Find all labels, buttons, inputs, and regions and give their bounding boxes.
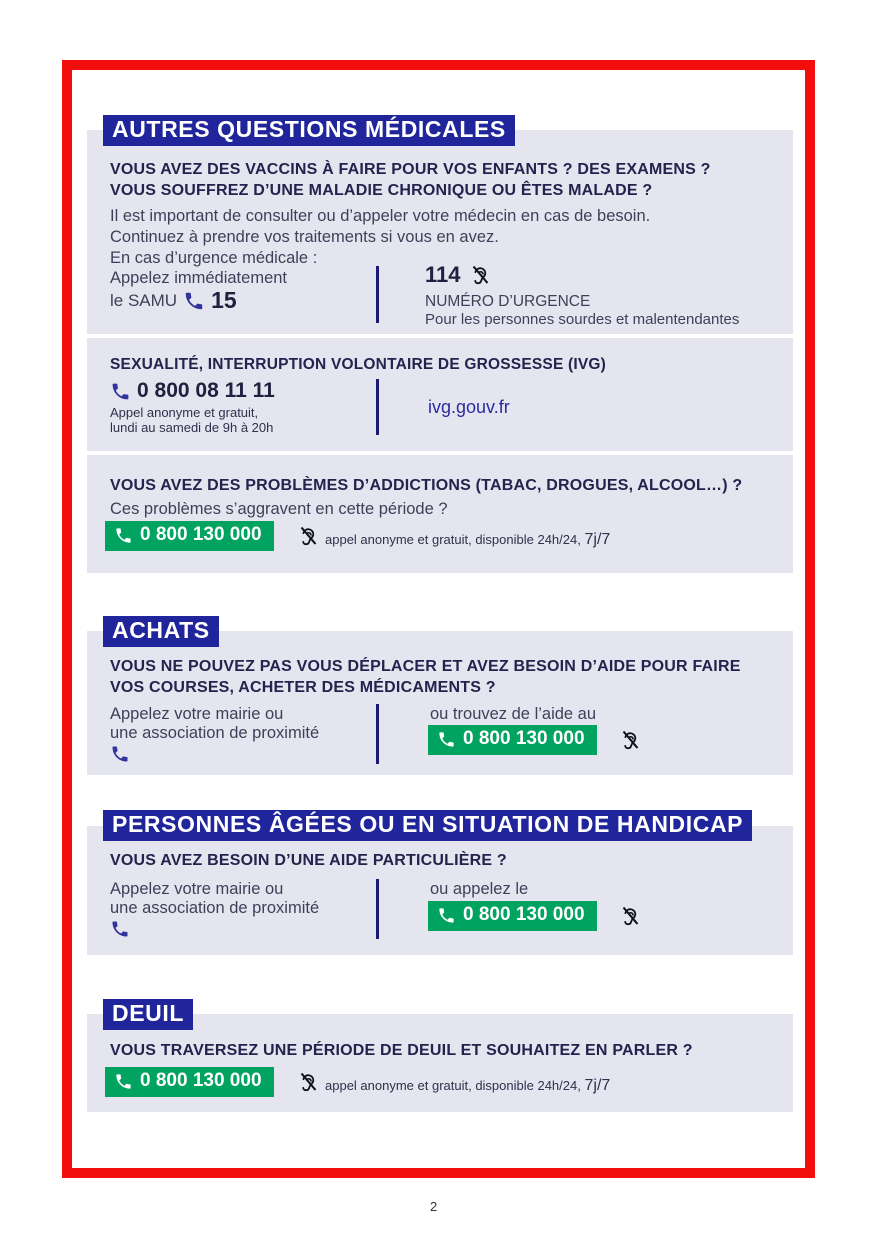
- deaf-label: NUMÉRO D’URGENCE: [425, 293, 591, 310]
- ivg-phone-row[interactable]: [110, 379, 275, 403]
- section-title-handicap: PERSONNES ÂGÉES OU EN SITUATION DE HANDICAP: [103, 810, 752, 841]
- ivg-link[interactable]: ivg.gouv.fr: [428, 397, 510, 417]
- deaf-icon: [296, 1070, 320, 1094]
- deaf-icon: [618, 904, 642, 928]
- deaf-icon: [296, 524, 320, 548]
- phone-icon: [110, 381, 131, 402]
- deaf-number: 114: [425, 262, 461, 287]
- section-title-medical: AUTRES QUESTIONS MÉDICALES: [103, 115, 515, 146]
- phone-icon: [114, 526, 133, 545]
- phone-number: 0 800 130 000: [463, 728, 585, 749]
- addictions-subquestion: Ces problèmes s’aggravent en cette période ?: [110, 500, 448, 518]
- advice-text: Il est important de consulter ou d’appeler votre médecin en cas de besoin.: [110, 207, 651, 225]
- achats-left-text: Appelez votre mairie ou: [110, 705, 284, 723]
- achats-right-intro: ou trouvez de l’aide au: [430, 705, 597, 723]
- phone-number: 0 800 130 000: [140, 1070, 262, 1091]
- separator-line: [87, 451, 793, 455]
- phone-icon: [437, 906, 456, 925]
- phone-number: 0 800 130 000: [463, 904, 585, 925]
- samu-prefix: le SAMU: [110, 290, 178, 310]
- handicap-left-text: une association de proximité: [110, 899, 320, 917]
- phone-icon: [110, 744, 130, 764]
- samu-number-row[interactable]: [110, 287, 237, 314]
- advice-text: Continuez à prendre vos traitements si vous en avez.: [110, 228, 499, 246]
- ivg-note: lundi au samedi de 9h à 20h: [110, 420, 274, 435]
- phone-button-deuil[interactable]: [105, 1067, 274, 1097]
- column-divider: [376, 879, 379, 939]
- column-divider: [376, 266, 379, 323]
- phone-icon: [183, 290, 205, 312]
- phone-icon: [114, 1072, 133, 1091]
- samu-number: 15: [211, 287, 237, 313]
- deaf-sub-label: Pour les personnes sourdes et malentendantes: [425, 311, 740, 328]
- deaf-icon: [618, 728, 642, 752]
- ivg-title: SEXUALITÉ, INTERRUPTION VOLONTAIRE DE GROSSESSE (IVG): [110, 356, 607, 373]
- handicap-left-text: Appelez votre mairie ou: [110, 880, 284, 898]
- column-divider: [376, 704, 379, 764]
- achats-left-text: une association de proximité: [110, 724, 320, 742]
- handicap-question: VOUS AVEZ BESOIN D’UNE AIDE PARTICULIÈRE ?: [110, 852, 507, 869]
- question-text: VOUS SOUFFREZ D’UNE MALADIE CHRONIQUE OU ÊTES MALADE ?: [110, 182, 653, 199]
- phone-button-achats[interactable]: [428, 725, 597, 755]
- question-text: VOUS AVEZ DES VACCINS À FAIRE POUR VOS ENFANTS ? DES EXAMENS ?: [110, 161, 711, 178]
- separator-line: [87, 334, 793, 338]
- addictions-question: VOUS AVEZ DES PROBLÈMES D’ADDICTIONS (TABAC, DROGUES, ALCOOL…) ?: [110, 477, 743, 494]
- phone-icon: [110, 919, 130, 939]
- deaf-number-row: [425, 262, 492, 288]
- handicap-right-intro: ou appelez le: [430, 880, 529, 898]
- phone-button-addictions[interactable]: [105, 521, 274, 551]
- phone-number: 0 800 130 000: [140, 524, 262, 545]
- achats-question: VOS COURSES, ACHETER DES MÉDICAMENTS ?: [110, 679, 496, 696]
- addictions-note: appel anonyme et gratuit, disponible 24h/24, 7j/7: [325, 531, 611, 548]
- section-title-achats: ACHATS: [103, 616, 219, 647]
- achats-question: VOUS NE POUVEZ PAS VOUS DÉPLACER ET AVEZ BESOIN D’AIDE POUR FAIRE: [110, 658, 741, 675]
- ivg-phone-number: 0 800 08 11 11: [137, 379, 275, 402]
- urgence-intro: En cas d’urgence médicale :: [110, 249, 318, 267]
- section-title-deuil: DEUIL: [103, 999, 193, 1030]
- deuil-question: VOUS TRAVERSEZ UNE PÉRIODE DE DEUIL ET SOUHAITEZ EN PARLER ?: [110, 1042, 693, 1059]
- page-number: 2: [430, 1199, 438, 1214]
- deaf-icon: [468, 263, 492, 287]
- phone-button-handicap[interactable]: [428, 901, 597, 931]
- ivg-note: Appel anonyme et gratuit,: [110, 405, 259, 420]
- deuil-note: appel anonyme et gratuit, disponible 24h/24, 7j/7: [325, 1077, 611, 1094]
- phone-icon: [437, 730, 456, 749]
- samu-call-line: Appelez immédiatement: [110, 269, 288, 287]
- column-divider: [376, 379, 379, 435]
